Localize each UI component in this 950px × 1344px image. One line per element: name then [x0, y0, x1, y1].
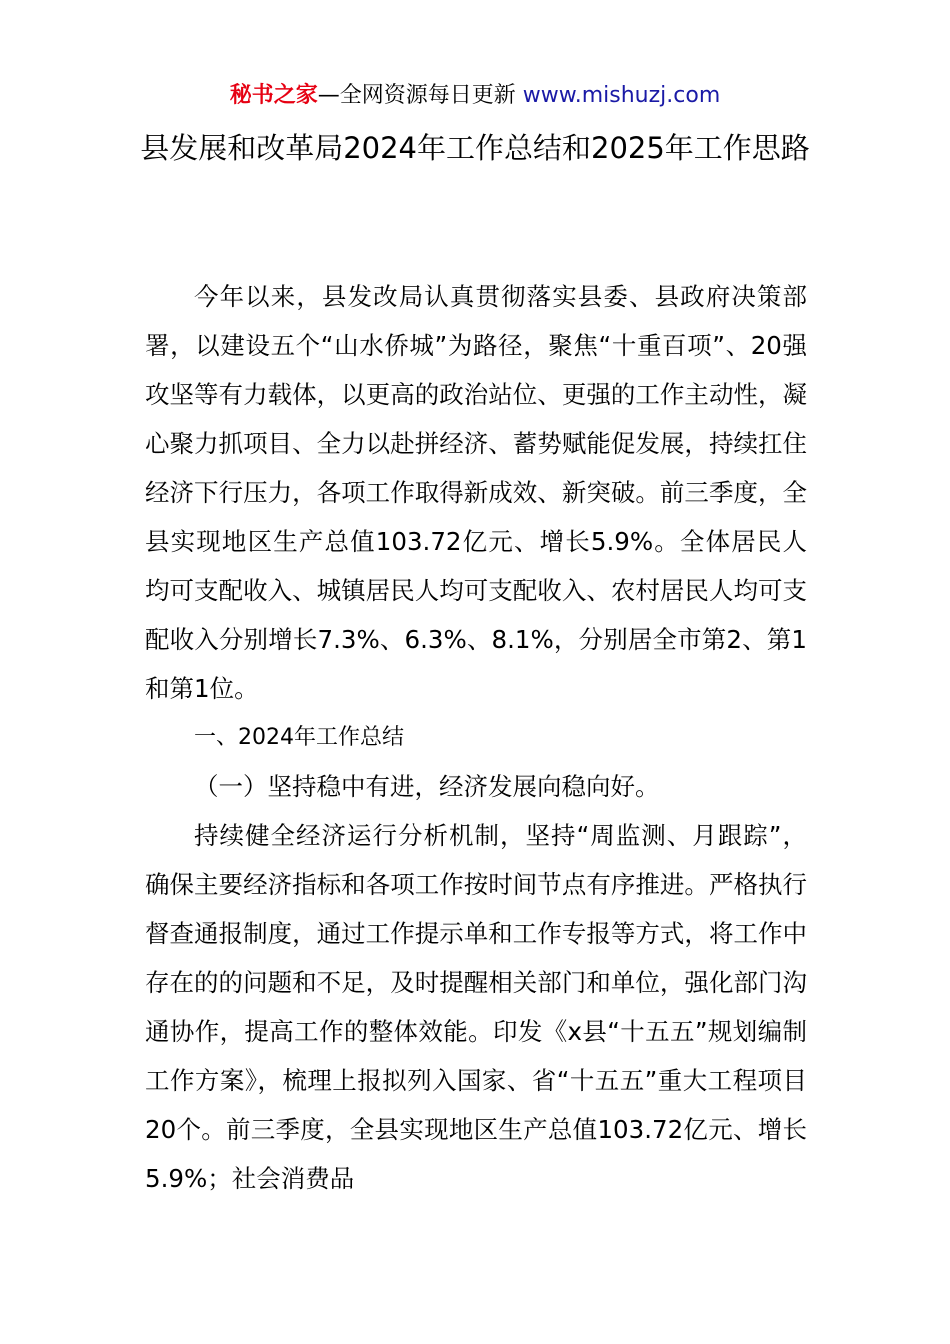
- site-url-link[interactable]: www.mishuzj.com: [522, 83, 721, 108]
- intro-paragraph: 今年以来，县发改局认真贯彻落实县委、县政府决策部署，以建设五个“山水侨城”为路径，聚焦“十重百项”、20强攻坚等有力载体，以更高的政治站位、更强的工作主动性，凝心聚力抓项目、全力以赴拼经济、蓄势赋能促发展，持续扛住经济下行压力，各项工作取得新成效、新突破。前三季度，全县实现地区生产总值103.72亿元、增长5.9%。全体居民人均可支配收入、城镇居民人均可支配收入、农村居民人均可支配收入分别增长7.3%、6.3%、8.1%，分别居全市第2、第1和第1位。: [145, 282, 807, 703]
- site-header: [0, 80, 950, 112]
- site-tagline: —全网资源每日更新: [317, 83, 523, 108]
- body-paragraph: 持续健全经济运行分析机制，坚持“周监测、月跟踪”，确保主要经济指标和各项工作按时间节点有序推进。严格执行督查通报制度，通过工作提示单和工作专报等方式，将工作中存在的的问题和不足，及时提醒相关部门和单位，强化部门沟通协作，提高工作的整体效能。印发《x县“十五五”规划编制工作方案》，梳理上报拟列入国家、省“十五五”重大工程项目20个。前三季度，全县实现地区生产总值103.72亿元、增长5.9%；社会消费品: [145, 821, 807, 1193]
- document-title: 县发展和改革局2024年工作总结和2025年工作思路: [140, 131, 810, 165]
- section-heading: 一、2024年工作总结: [194, 725, 404, 750]
- subsection-heading: （一）坚持稳中有进，经济发展向稳向好。: [194, 772, 660, 801]
- site-brand: 秘书之家: [229, 83, 318, 108]
- document-body: [145, 272, 807, 1203]
